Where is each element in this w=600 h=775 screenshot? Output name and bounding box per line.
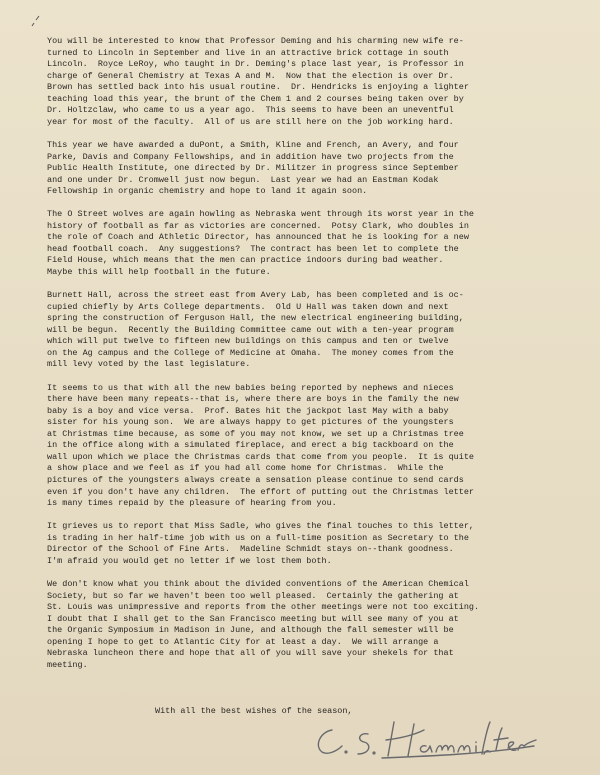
paragraph-conventions: We don't know what you think about the divided conventions of the American Chemical Society, but so far we haven't been too well pleased. Certainly the gathering at St. Louis was unimpressive and reports from the other meetings were not too exciting. I doubt that I shall get to the San Francisco meeting but will see many of you at the Organic Symposium in Madison in June, and although the fall semester will be opening I hope to get to Atlantic City for at least a day. We will arrange a Nebraska luncheon there and hope that all of you will save your shekels for that meeting. [47, 578, 480, 670]
paragraph-christmas: It seems to us that with all the new babies being reported by nephews and nieces there have been many repeats--that is, where there are boys in the family the new baby is a boy and vice versa. Prof. Bates hit the jackpot last May with a baby sister for his young son. We are always happy to get pictures of the youngsters at Christmas time because, as some of you may not know, we set up a Christmas tree in the office along with a simulated fireplace, and erect a big tackboard on the wall upon which we place the Christmas cards that come from you people. It is quite a show place and we feel as if you had all come home for Christmas. While the pictures of the youngsters always create a sensation please continue to send cards even if you don't have any children. The effort of putting out the Christmas letter is many times repaid by the pleasure of hearing from you. [47, 382, 474, 509]
paragraph-staff: It grieves us to report that Miss Sadle, who gives the final touches to this letter, is trading in her half-time job with us on a full-time position as Secretary to the Director of the School of Fine Arts. Madeline Schmidt stays on--thank goodness. I'm afraid you would get no letter if we lost them both. [47, 521, 474, 566]
letter-body [47, 36, 555, 683]
paragraph-fellowships: This year we have awarded a duPont, a Smith, Kline and French, an Avery, and four Parke, Davis and Company Fellowships, and in addition have two projects from the Public Health Institute, one directed by Dr. Militzer in progress since September and one under Dr. Cromwell just now begun. Last year we had an Eastman Kodak Fellowship in organic chemistry and hope to land it again soon. [47, 139, 459, 197]
closing-line: With all the best wishes of the season, [155, 706, 353, 716]
handwritten-signature [312, 716, 540, 760]
paragraph-buildings: Burnett Hall, across the street east from Avery Lab, has been completed and is oc- cupied chiefly by Arts College departments. Old U Hall was taken down and next spring the construction of Ferguson Hall, the new electrical engineering building, will be begun. Recently the Building Committee came out with a ten-year program which will put twelve to fifteen new buildings on this campus and ten or twelve on the Ag campus and the College of Medicine at Omaha. The money comes from the mill levy voted by the last legislature. [47, 290, 464, 370]
pencil-mark-icon [30, 14, 42, 28]
paragraph-faculty-news: You will be interested to know that Professor Deming and his charming new wife re- turned to Lincoln in September and live in an attractive brick cottage in south Lincoln. Royce LeRoy, who taught in Dr. Deming's place last year, is Professor in charge of General Chemistry at Texas A and M. Now that the election is over Dr. Brown has settled back into his usual routine. Dr. Hendricks is enjoying a lighter teaching load this year, the brunt of the Chem 1 and 2 courses being taken over by Dr. Holtzclaw, who came to us a year ago. This seems to have been an uneventful year for most of the faculty. All of us are still here on the job working hard. [47, 36, 469, 127]
paragraph-football: The O Street wolves are again howling as Nebraska went through its worst year in the history of football as far as victories are concerned. Potsy Clark, who doubles in the role of Coach and Athletic Director, has announced that he is looking for a new head football coach. Any suggestions? The contract has been let to complete the Field House, which means that the men can practice indoors during bad weather. Maybe this will help football in the future. [47, 209, 474, 278]
